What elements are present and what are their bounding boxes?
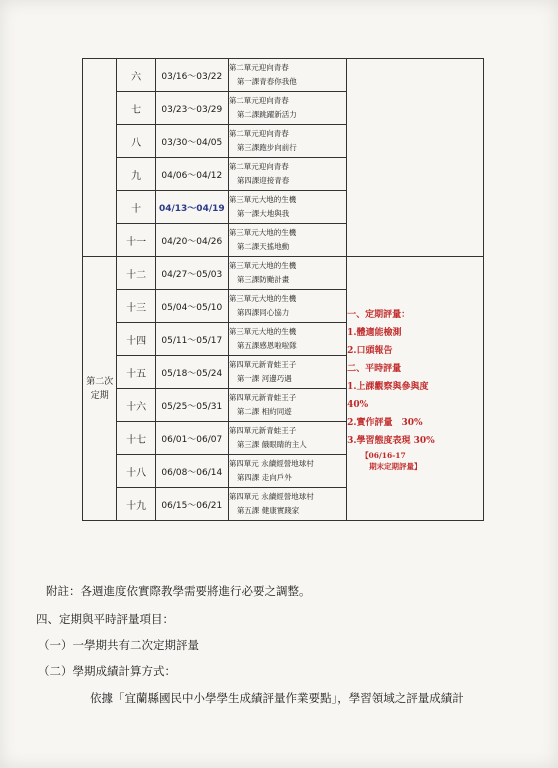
section-item-1: （一）一學期共有二次定期評量 — [38, 638, 199, 652]
week-cell: 十七 — [117, 422, 155, 455]
unit-text: 第二單元迎向青春 — [228, 96, 289, 105]
week-cell: 八 — [117, 125, 155, 158]
lesson-text: 第四課 走向戶外 — [236, 473, 292, 482]
content-cell — [228, 455, 346, 488]
lesson-text: 第三課防颱計畫 — [236, 275, 290, 284]
lesson-text: 第二課跳躍新活力 — [236, 110, 297, 119]
lesson-text: 第一課大地與我 — [236, 209, 290, 218]
content-cell — [228, 257, 346, 290]
content-cell — [228, 422, 346, 455]
date-cell: 06/08～06/14 — [155, 455, 228, 488]
note-item: 3.學習態度表現 30% — [347, 435, 435, 446]
week-cell: 六 — [117, 59, 155, 92]
lesson-text: 第三課跑步向前行 — [236, 143, 297, 152]
unit-text: 第三單元大地的生機 — [228, 228, 297, 237]
content-cell — [228, 356, 346, 389]
content-cell — [228, 158, 346, 191]
content-cell — [228, 224, 346, 257]
unit-text: 第三單元大地的生機 — [228, 261, 297, 270]
lesson-text: 第四課迎接青春 — [236, 176, 290, 185]
date-cell: 04/06～04/12 — [155, 158, 228, 191]
unit-text: 第三單元大地的生機 — [228, 327, 297, 336]
date-cell: 05/11～05/17 — [155, 323, 228, 356]
date-cell: 06/15～06/21 — [155, 488, 228, 521]
table-row — [83, 257, 484, 290]
lesson-text: 第五課感恩啦啦隊 — [236, 341, 297, 350]
date-cell: 04/27～05/03 — [155, 257, 228, 290]
unit-text: 第二單元迎向青春 — [228, 129, 289, 138]
date-cell: 03/16～03/22 — [155, 59, 228, 92]
unit-text: 第四單元新青蛙王子 — [228, 426, 297, 435]
unit-text: 第二單元迎向青春 — [228, 63, 289, 72]
week-cell: 十五 — [117, 356, 155, 389]
week-cell: 七 — [117, 92, 155, 125]
week-cell: 十九 — [117, 488, 155, 521]
note-item: 2.實作評量 30% — [347, 417, 423, 428]
date-cell: 04/20～04/26 — [155, 224, 228, 257]
week-cell: 十一 — [117, 224, 155, 257]
date-cell: 06/01～06/07 — [155, 422, 228, 455]
date-cell: 05/18～05/24 — [155, 356, 228, 389]
date-cell: 05/25～05/31 — [155, 389, 228, 422]
week-cell: 十 — [117, 191, 155, 224]
remark-text: 附註：各週進度依實際教學需要將進行必要之調整。 — [46, 584, 311, 598]
content-cell — [228, 389, 346, 422]
unit-text: 第四單元 永續經營地球村 — [228, 459, 314, 468]
week-cell: 十三 — [117, 290, 155, 323]
lesson-text: 第五課 健康實踐家 — [236, 506, 300, 515]
unit-text: 第四單元新青蛙王子 — [228, 360, 297, 369]
unit-text: 第三單元大地的生機 — [228, 294, 297, 303]
note-item: 1.上課觀察與參與度 — [347, 381, 429, 392]
week-cell: 十八 — [117, 455, 155, 488]
note-item: 40% — [347, 399, 369, 410]
lesson-text: 第三課 餓眼睛的主人 — [236, 440, 307, 449]
note-heading-2: 二、平時評量 — [347, 363, 402, 374]
lesson-text: 第一課 河邊巧遇 — [236, 374, 292, 383]
week-cell: 十二 — [117, 257, 155, 290]
schedule-table — [82, 58, 484, 521]
week-cell: 九 — [117, 158, 155, 191]
section-item-2: （二）學期成績計算方式： — [38, 664, 176, 678]
date-cell-highlighted: 04/13～04/19 — [155, 191, 228, 224]
note-exam-label: 期末定期評量】 — [369, 461, 422, 471]
content-cell — [228, 59, 346, 92]
section-heading: 四、定期與平時評量項目： — [36, 612, 174, 626]
lesson-text: 第一課青春你我他 — [236, 77, 297, 86]
note-exam-date: 【06/16-17 — [361, 450, 406, 460]
content-cell — [228, 92, 346, 125]
lesson-text: 第二課天搖地動 — [236, 242, 290, 251]
content-cell — [228, 323, 346, 356]
notes-cell-empty — [347, 59, 484, 257]
date-cell: 03/23～03/29 — [155, 92, 228, 125]
period-cell-empty — [83, 59, 117, 257]
period-label-line1: 第二次 — [86, 376, 114, 387]
content-cell — [228, 488, 346, 521]
paragraph-text: 依據「宜蘭縣國民中小學學生成績評量作業要點」，學習領域之評量成績計 — [90, 691, 464, 705]
content-cell — [228, 191, 346, 224]
content-cell — [228, 290, 346, 323]
date-cell: 05/04～05/10 — [155, 290, 228, 323]
week-cell: 十四 — [117, 323, 155, 356]
note-heading-1: 一、定期評量： — [347, 309, 411, 320]
date-cell: 03/30～04/05 — [155, 125, 228, 158]
unit-text: 第三單元大地的生機 — [228, 195, 297, 204]
content-cell — [228, 125, 346, 158]
unit-text: 第二單元迎向青春 — [228, 162, 289, 171]
unit-text: 第四單元 永續經營地球村 — [228, 492, 314, 501]
lesson-text: 第二課 相約同遊 — [236, 407, 292, 416]
assessment-notes — [347, 257, 484, 521]
note-item: 2.口頭報告 — [347, 345, 393, 356]
period-cell — [83, 257, 117, 521]
table-row — [83, 59, 484, 92]
lesson-text: 第四課同心協力 — [236, 308, 290, 317]
week-cell: 十六 — [117, 389, 155, 422]
note-item: 1.體適能檢測 — [347, 327, 402, 338]
period-label-line2: 定期 — [90, 390, 109, 401]
unit-text: 第四單元新青蛙王子 — [228, 393, 297, 402]
